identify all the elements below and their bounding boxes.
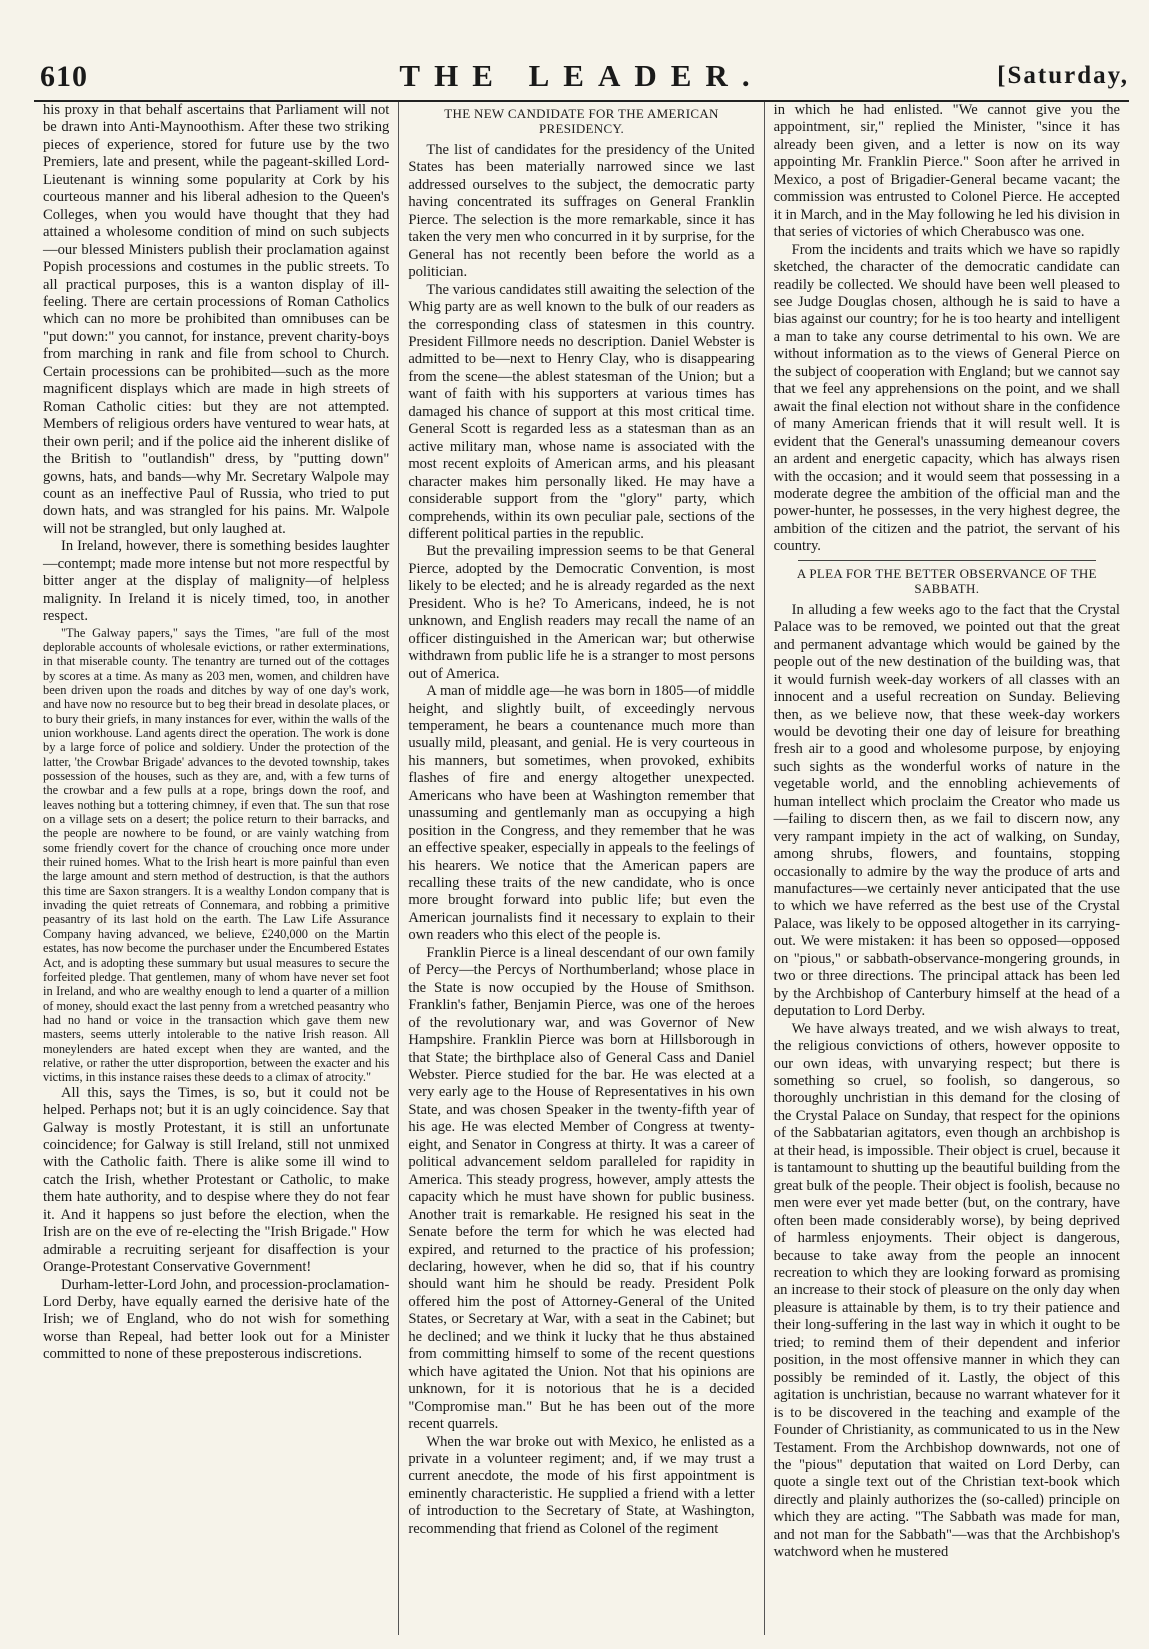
paragraph: A man of middle age—he was born in 1805—of middle height, and slightly built, of exceedingly nervous temperament, he bears a countenance much more than usually mild, pleasant, and genial. He is very courteous in his manners, but sometimes, when provoked, exhibits flashes of fire and energy altogether unexpected. Americans who have been at Washington remember that unassuming and gentlemanly man as occupying a high position in the Congress, and they remember that he was an effective speaker, especially in appeals to the feelings of his hearers. We notice that the American papers are recalling these traits of the new candidate, who is once more brought forward into public life; but even the American journalists find it necessary to explain to their own readers who this elect of the people is.: [408, 683, 755, 944]
article-headline: A PLEA FOR THE BETTER OBSERVANCE OF THE SABBATH.: [796, 565, 1097, 596]
column-3: [764, 102, 1129, 1635]
paragraph: When the war broke out with Mexico, he enlisted as a private in a volunteer regiment; and, if we may trust a current anecdote, the mode of his first appointment is eminently characteristic. He supplied a friend with a letter of introduction to the Secretary of State, at Washington, recommending that friend as Colonel of the regiment: [408, 1433, 755, 1537]
page-header: [34, 52, 1129, 102]
paragraph: But the prevailing impression seems to be that General Pierce, adopted by the Democratic Convention, is most likely to be elected; and he is already regarded as the next President. Who is he? To Americans, indeed, he is not unknown, and English readers may recall the name of an officer distinguished in the American war; but otherwise withdrawn from public life he is a stranger to most persons out of America.: [408, 543, 755, 682]
paragraph: in which he had enlisted. "We cannot give you the appointment, sir," replied the Minister, "since it has already been given, and a letter is now on its way appointing Mr. Franklin Pierce." Soon after he arrived in Mexico, a post of Brigadier-General became vacant; the commission was entrusted to Colonel Pierce. He accepted it in March, and in the May following he led his division in that series of victories of which Cherabusco was one.: [773, 102, 1120, 241]
column-1: [34, 102, 398, 1635]
paragraph: We have always treated, and we wish always to treat, the religious convictions of others, however opposite to our own ideas, with unvarying respect; but there is something so cruel, so foolish, so dangerous, so thoroughly unchristian in this demand for the closing of the Crystal Palace on Sunday, that respect for the opinions of the Sabbatarian agitators, even though an archbishop is at their head, is impossible. Their object is cruel, because it is tantamount to shutting up the beautiful building from the great bulk of the people. Their object is foolish, because no men were ever yet made better (but, on the contrary, have often been made considerably worse), by being deprived of harmless enjoyments. Their object is dangerous, because to take away from the people an innocent recreation to which they are looking forward as promising an increase to their stock of pleasure on the only day when pleasure is attainable by them, is to try their patience and their long-suffering in the last way in which it ought to be tried; to remind them of their dependent and inferior position, in the most offensive manner in which they can possibly be reminded of it. Lastly, the object of this agitation is unchristian, because no warrant whatever for it is to be discovered in the teaching and example of the Founder of Christianity, as communicated to us in the New Testament. From the Archbishop downwards, not one of the "pious" deputation that waited on Lord Derby, can quote a single text out of the Christian text-book which directly and plainly authorizes the (so-called) principle on which they are acting. "The Sabbath was made for man, and not man for the Sabbath"—was that the Archbishop's watchword when he mustered: [773, 1020, 1120, 1561]
article-headline: THE NEW CANDIDATE FOR THE AMERICAN PRESIDENCY.: [444, 106, 719, 136]
paragraph: In Ireland, however, there is something besides laughter—contempt; made more intense but not more respectful by bitter anger at the display of malignity—of helpless malignity. In Ireland it is nicely timed, too, in another respect.: [43, 538, 390, 625]
paragraph: his proxy in that behalf ascertains that Parliament will not be drawn into Anti-Maynoothism. After these two striking pieces of experience, stored for future use by the two Premiers, late and present, while the pageant-skilled Lord-Lieutenant is winning some popularity at Cork by his courteous manner and his liberal adhesion to the Queen's Colleges, when you would have thought that they had attained a wholesome condition of mind on such subjects—our blessed Ministers publish their proclamation against Popish processions and costumes in the public streets. To all practical purposes, this is a wanton display of ill-feeling. There are certain processions of Roman Catholics which can no more be prohibited than omnibuses can be "put down:" you cannot, for instance, prevent charity-boys from marching in rank and file from school to Church. Certain processions can be prohibited—such as the more magnificent displays which are made in high streets of Roman Catholic cities: but they are not attempted. Members of religious orders have ventured to wear hats, at their own peril; and if the police aid the inherent dislike of the British to "outlandish" dress, by "putting down" gowns, hats, and bands—why Mr. Secretary Walpole may count as an ineffective Paul of Russia, who tried to put down hats, and was strangled for his pains. Mr. Walpole will not be strangled, but only laughed at.: [43, 102, 390, 537]
quoted-passage: "The Galway papers," says the Times, "are full of the most deplorable accounts of wholesale evictions, or rather exterminations, in that miserable county. The tenantry are turned out of the cottages by scores at a time. As many as 203 men, women, and children have been driven upon the roads and ditches by way of one day's work, and have now no resource but to beg their bread in desolate places, or to bury their griefs, in many instances for ever, within the walls of the union workhouse. Land agents direct the operation. The work is done by a large force of police and soldiery. Under the protection of the latter, 'the Crowbar Brigade' advances to the devoted township, takes possession of the houses, such as they are, and, with a few turns of the crowbar and a few pulls at a rope, brings down the roof, and leaves nothing but a tottering chimney, if even that. The sun that rose on a village sets on a desert; the police return to their barracks, and the people are nowhere to be found, or are vainly watching from some friendly covert for the chance of crouching once more under their ruined homes. What to the Irish heart is more painful than even the large amount and stern method of destruction, is that the authors this time are Saxon strangers. It is a wealthy London company that is invading the quiet retreats of Connemara, and robbing a primitive peasantry of its last hold on the earth. The Law Life Assurance Company having advanced, we believe, £240,000 on the Martin estates, has now become the purchaser under the Encumbered Estates Act, and is adopting these summary but usual measures to secure the forfeited pledge. That gentlemen, many of whom have never set foot in Ireland, and who are wealthy enough to lend a quarter of a million of money, should exact the last penny from a wretched peasantry who had no hand or voice in the transaction which gave them new masters, seems utterly intolerable to the native Irish reason. All moneylenders are hated except when they are wanted, and the relative, or rather the utter disproportion, between the exacter and his victims, in this instance raises these deeds to a climax of atrocity.": [43, 625, 390, 1085]
masthead-title: THE LEADER.: [399, 58, 764, 93]
paragraph: From the incidents and traits which we have so rapidly sketched, the character of the democratic candidate can readily be collected. We should have been well pleased to see Judge Douglas chosen, although he is said to have a bias against our country; for he is too hearty and intelligent a man to take any course detrimental to his own. We are without information as to the views of General Pierce on the subject of cooperation with England; but we cannot say that we feel any apprehensions on the point, and we shall await the final election not without share in the confidence of many American friends that it will result well. It is evident that the General's unassuming demeanour covers an ardent and energetic capacity, which has always risen with the occasion; and it would seem that possessing in a moderate degree the ambition of the official man and the power-hunter, he possesses, in the very highest degree, the ambition of the citizen and the patriot, the servant of his country.: [773, 241, 1120, 555]
paragraph: Franklin Pierce is a lineal descendant of our own family of Percy—the Percys of Northumberland; whose place in the State is now occupied by the House of Smithson. Franklin's father, Benjamin Pierce, was one of the heroes of the revolutionary war, and was Governor of New Hampshire. Franklin Pierce was born at Hillsborough in that State; the birthplace also of General Cass and Daniel Webster. Pierce studied for the bar. He was elected at a very early age to the House of Representatives in his own State, and was chosen Speaker in the twenty-fifth year of his age. He was elected Member of Congress at twenty-eight, and Senator in Congress at thirty. It was a career of political advancement seldom paralleled for rapidity in America. This steady progress, however, amply attests the capacity which he must have shown for public business. Another trait is remarkable. He resigned his seat in the Senate before the term for which he was elected had expired, and returned to the practice of his profession; declaring, however, when he did so, that if his country should want him he should be ready. President Polk offered him the post of Attorney-General of the United States, or Secretary at War, with a seat in the Cabinet; but he declined; and we think it lucky that he thus abstained from committing himself to some of the recent questions which have agitated the Union. Not that his opinions are unknown, for it is notorious that he is a decided "Compromise man." But he has been out of the more recent quarrels.: [408, 944, 755, 1433]
section-divider: [798, 560, 1096, 561]
paragraph: The list of candidates for the presidency of the United States has been materially narrowed since we last addressed ourselves to the subject, the democratic party having concentrated its suffrages on General Franklin Pierce. The selection is the more remarkable, since it has taken the very men who concurred in it by surprise, for the General has not recently been before the world as a politician.: [408, 142, 755, 281]
issue-day: [Saturday,: [997, 62, 1129, 89]
paragraph: Durham-letter-Lord John, and procession-proclamation-Lord Derby, have equally earned the derisive hate of the Irish; we of England, who do not wish for something worse than Repeal, had better look out for a Minister committed to none of these preposterous indiscretions.: [43, 1276, 390, 1363]
text-columns: [34, 102, 1129, 1635]
paragraph: The various candidates still awaiting the selection of the Whig party are as well known to the bulk of our readers as the corresponding class of statesmen in this country. President Fillmore needs no description. Daniel Webster is admitted to be—next to Henry Clay, who is disappearing from the scene—the ablest statesman of the Union; but a want of faith with his supporters at various times has damaged his chance of support at this most critical time. General Scott is regarded less as a statesman than as an active military man, whose name is associated with the most recent exploits of American arms, and his pleasant character makes him personally liked. He may have a considerable support from the "glory" party, which comprehends, within its own peculiar pale, sections of the different political parties in the republic.: [408, 281, 755, 542]
paragraph: All this, says the Times, is so, but it could not be helped. Perhaps not; but it is an ugly coincidence. Say that Galway is mostly Protestant, it is still an unfortunate coincidence; for Galway is still Ireland, still not unmixed with the Catholic faith. There is alike some ill wind to catch the Irish, whether Protestant or Catholic, to make them hate authority, and to despise where they do not fear it. And it happens so just before the election, when the Irish are on the eve of re-electing the "Irish Brigade." How admirable a recruiting serjeant for disaffection is your Orange-Protestant Conservative Government!: [43, 1084, 390, 1276]
page-number: 610: [40, 60, 88, 93]
column-2: [398, 102, 763, 1635]
paragraph: In alluding a few weeks ago to the fact that the Crystal Palace was to be removed, we pointed out that the great and permanent advantage which would be gained by the people out of the new destination of the building was, that it would furnish week-day workers of all classes with an innocent and a useful recreation on Sunday. Believing then, as we believe now, that these week-day workers would be devoting their one day of leisure for breathing fresh air to a good and wholesome purpose, by enjoying such sights as the wonderful works of nature in the vegetable world, and the ennobling achievements of human intellect which proclaim the Creator who made us—failing to discern then, as we fail to discern now, any very rampant impiety in the act of walking, on Sunday, among shrubs, flowers, and fountains, stopping occasionally to admire by the way the produce of arts and manufactures—we certainly never anticipated that the use to which we have referred as the best use of the Crystal Palace, was likely to be opposed altogether in its carrying-out. We were mistaken: it has been so opposed—opposed on "pious," or sabbath-observance-mongering grounds, in two or three directions. The principal attack has been led by the Archbishop of Canterbury himself at the head of a deputation to Lord Derby.: [773, 601, 1120, 1020]
